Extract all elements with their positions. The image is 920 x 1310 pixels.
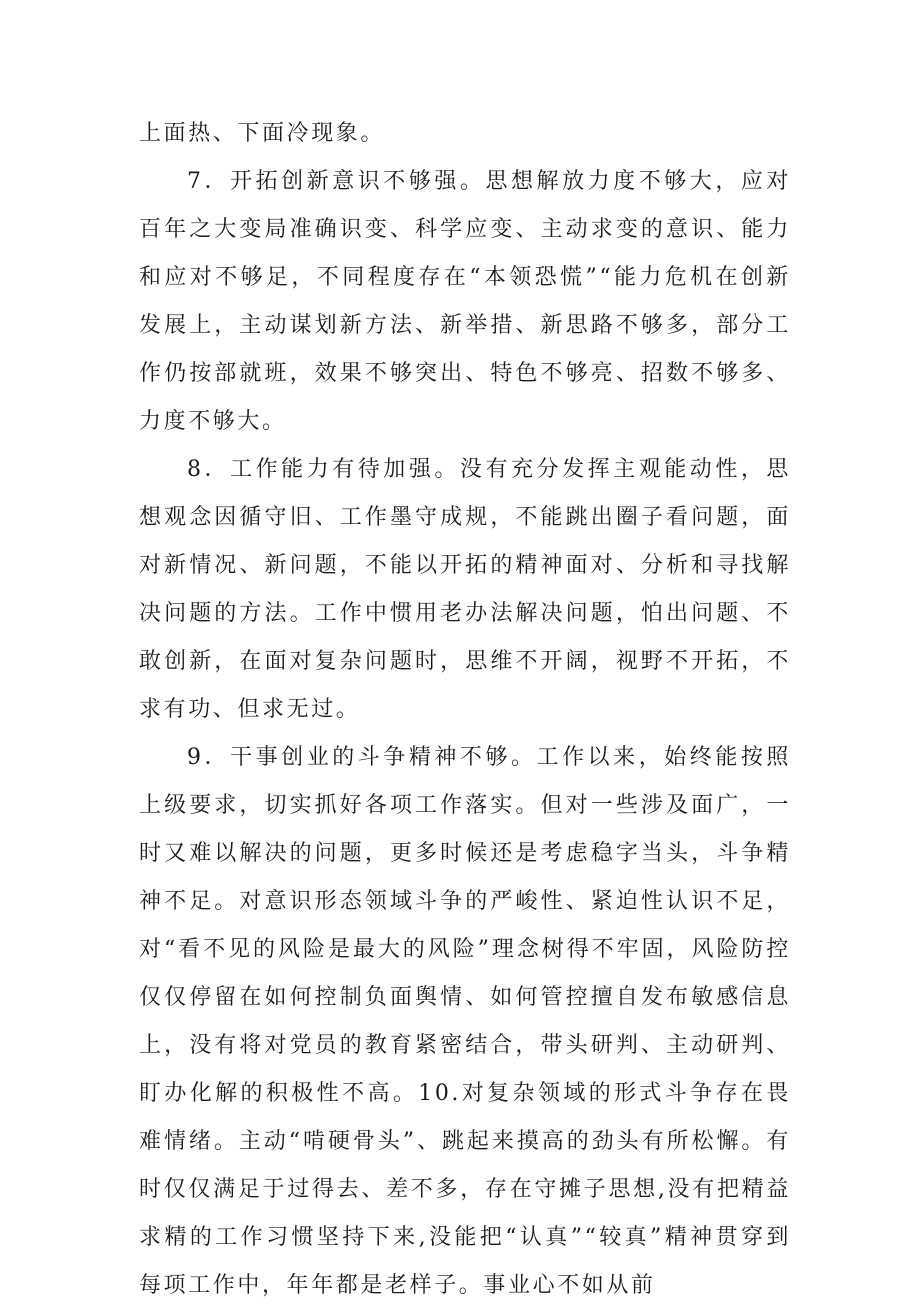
paragraph-item-9: 9．干事创业的斗争精神不够。工作以来，始终能按照上级要求，切实抓好各项工作落实。但对一些涉及面广，一时又难以解决的问题，更多时候还是考虑稳字当头，斗争精神不足。对意识形态领域斗争的严峻性、紧迫性认识不足，对“看不见的风险是最大的风险”理念树得不牢固，风险防控仅仅停留在如何控制负面舆情、如何管控擅自发布敏感信息上，没有将对党员的教育紧密结合，带头研判、主动研判、盯办化解的积极性不高。10.对复杂领域的形式斗争存在畏难情绪。主动“啃硬骨头”、跳起来摸高的劲头有所松懈。有时仅仅满足于过得去、差不多，存在守摊子思想,没有把精益求精的工作习惯坚持下来,没能把“认真”“较真”精神贯穿到每项工作中，年年都是老样子。事业心不如从前 [139,745,791,1298]
paragraph-continuation: 上面热、下面冷现象。 [139,121,386,146]
paragraph-item-7: 7．开拓创新意识不够强。思想解放力度不够大，应对百年之大变局准确识变、科学应变、主动求变的意识、能力和应对不够足，不同程度存在“本领恐慌”“能力危机在创新发展上，主动谋划新方法、新举措、新思路不够多，部分工作仍按部就班，效果不够突出、特色不够亮、招数不够多、力度不够大。 [139,169,791,434]
document-body [139,110,791,1310]
paragraph-item-8: 8．工作能力有待加强。没有充分发挥主观能动性，思想观念因循守旧、工作墨守成规，不能跳出圈子看问题，面对新情况、新问题，不能以开拓的精神面对、分析和寻找解决问题的方法。工作中惯用老办法解决问题，怕出问题、不敢创新，在面对复杂问题时，思维不开阔，视野不开拓，不求有功、但求无过。 [139,457,791,722]
